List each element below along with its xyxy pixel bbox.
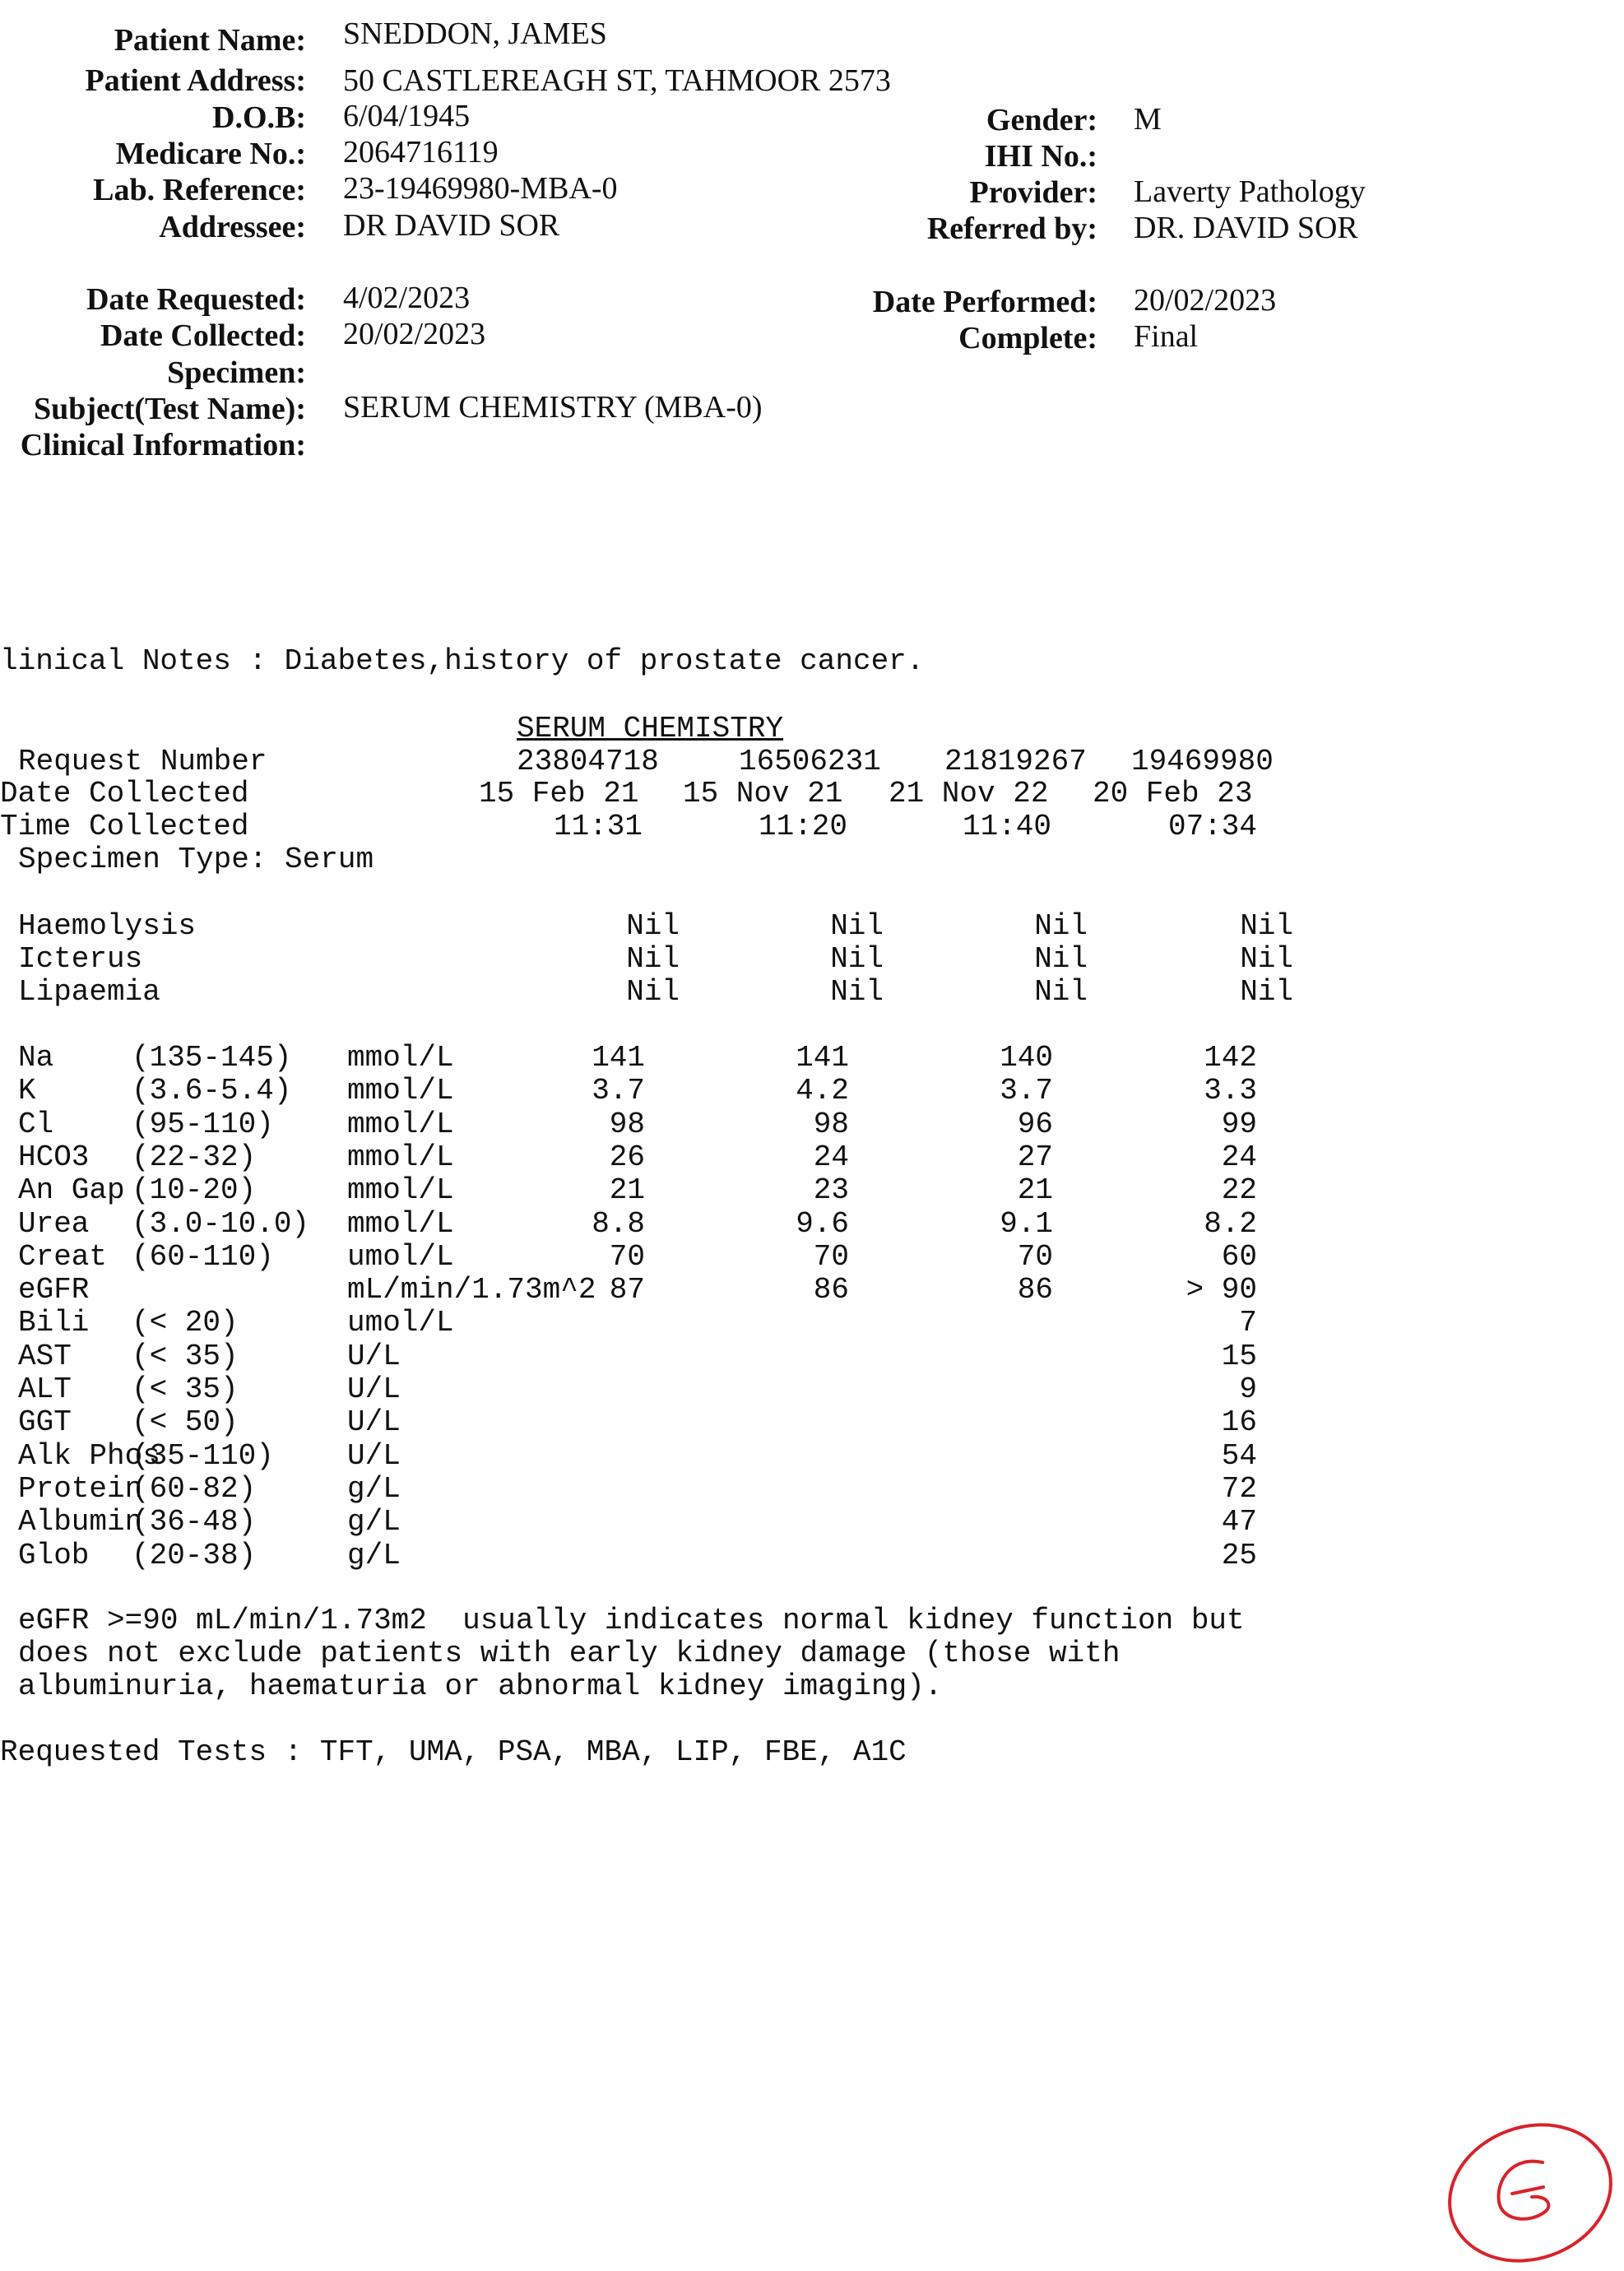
test-reference-range: (60-82)	[132, 1472, 257, 1506]
test-result-cell: 142	[1204, 1041, 1257, 1075]
collection-date: 15 Feb 21	[479, 777, 639, 810]
request-number: 21819267	[944, 745, 1087, 778]
test-result-cell: 27	[1017, 1140, 1053, 1174]
test-name: AST	[18, 1340, 72, 1373]
quality-cell: Nil	[1240, 975, 1293, 1009]
quality-cell: Nil	[1240, 942, 1293, 976]
label-date-performed: Date Performed:	[872, 285, 1097, 319]
quality-cell: Nil	[626, 975, 680, 1009]
value-date-performed: 20/02/2023	[1134, 283, 1277, 318]
test-name: ALT	[18, 1372, 72, 1406]
label-date-requested: Date Requested:	[86, 282, 306, 317]
test-reference-range: (< 35)	[132, 1372, 239, 1406]
test-result-cell: 8.8	[592, 1207, 645, 1241]
test-result-cell: 21	[1017, 1173, 1053, 1207]
test-result-cell: > 90	[1186, 1273, 1257, 1307]
quality-cell: Nil	[1034, 975, 1088, 1009]
test-unit: mmol/L	[347, 1041, 454, 1075]
label-referred-by: Referred by:	[926, 211, 1097, 246]
test-reference-range: (20-38)	[132, 1539, 257, 1572]
time-collected-label: Time Collected	[0, 810, 249, 843]
collection-time: 11:20	[759, 810, 848, 843]
test-result-cell: 7	[1239, 1306, 1257, 1340]
test-name: Urea	[18, 1207, 90, 1241]
test-unit: U/L	[347, 1340, 401, 1373]
test-result-cell: 23	[813, 1173, 849, 1207]
clinical-notes: linical Notes : Diabetes,history of prostate cancer.	[0, 644, 925, 678]
test-result-cell: 9.6	[796, 1207, 849, 1241]
test-reference-range: (10-20)	[132, 1173, 257, 1207]
test-result-cell: 4.2	[796, 1074, 849, 1108]
egfr-note-line: albuminuria, haematuria or abnormal kidney imaging).	[18, 1670, 943, 1703]
value-subject: SERUM CHEMISTRY (MBA-0)	[343, 390, 763, 425]
quality-cell: Nil	[830, 909, 884, 943]
test-unit: umol/L	[347, 1240, 454, 1274]
value-patient-address: 50 CASTLEREAGH ST, TAHMOOR 2573	[343, 63, 891, 98]
test-result-cell: 47	[1221, 1505, 1257, 1539]
test-unit: mmol/L	[347, 1140, 454, 1174]
collection-time: 07:34	[1168, 810, 1258, 843]
test-reference-range: (< 50)	[132, 1405, 239, 1439]
test-reference-range: (3.6-5.4)	[132, 1074, 292, 1108]
value-patient-name: SNEDDON, JAMES	[343, 16, 607, 51]
value-addressee: DR DAVID SOR	[343, 208, 560, 243]
test-result-cell: 140	[1000, 1041, 1053, 1075]
test-result-cell: 9	[1239, 1372, 1257, 1406]
label-lab-reference: Lab. Reference:	[93, 173, 306, 207]
value-dob: 6/04/1945	[343, 99, 471, 133]
test-result-cell: 60	[1221, 1240, 1257, 1274]
test-unit: U/L	[347, 1405, 401, 1439]
test-result-cell: 24	[1221, 1140, 1257, 1174]
collection-date: 21 Nov 22	[889, 777, 1049, 810]
test-reference-range: (< 20)	[132, 1306, 239, 1340]
quality-cell: Nil	[830, 942, 884, 976]
test-reference-range: (3.0-10.0)	[132, 1207, 310, 1241]
test-unit: mmol/L	[347, 1074, 454, 1108]
test-result-cell: 3.7	[1000, 1074, 1053, 1108]
label-gender: Gender:	[986, 103, 1097, 137]
quality-row-label: Haemolysis	[18, 909, 197, 943]
red-circle-mark	[1431, 2103, 1624, 2271]
section-title: SERUM CHEMISTRY	[517, 712, 784, 745]
quality-cell: Nil	[1034, 909, 1088, 943]
test-result-cell: 72	[1221, 1472, 1257, 1506]
test-result-cell: 26	[609, 1140, 645, 1174]
test-result-cell: 141	[796, 1041, 849, 1075]
quality-cell: Nil	[626, 942, 680, 976]
test-result-cell: 16	[1221, 1405, 1257, 1439]
handwritten-g-mark	[1499, 2162, 1549, 2219]
test-name: Alk Phos	[18, 1439, 160, 1473]
value-gender: M	[1134, 102, 1162, 137]
test-reference-range: (< 35)	[132, 1340, 239, 1373]
test-reference-range: (60-110)	[132, 1240, 274, 1274]
request-number: 16506231	[739, 745, 881, 778]
test-name: Protein	[18, 1472, 143, 1506]
label-medicare-no: Medicare No.:	[115, 137, 306, 171]
test-name: Glob	[18, 1539, 90, 1572]
collection-time: 11:31	[554, 810, 643, 843]
quality-row-label: Lipaemia	[18, 975, 160, 1009]
test-unit: mL/min/1.73m^2	[347, 1273, 596, 1307]
test-name: HCO3	[18, 1140, 90, 1174]
test-result-cell: 98	[609, 1108, 645, 1141]
test-result-cell: 9.1	[1000, 1207, 1053, 1241]
test-unit: g/L	[347, 1505, 401, 1539]
label-date-collected: Date Collected:	[100, 318, 306, 353]
egfr-note-line: eGFR >=90 mL/min/1.73m2 usually indicates normal kidney function but	[18, 1604, 1245, 1637]
test-result-cell: 15	[1221, 1340, 1257, 1373]
test-name: K	[18, 1074, 36, 1108]
collection-date: 20 Feb 23	[1093, 777, 1253, 810]
test-result-cell: 25	[1221, 1539, 1257, 1572]
request-number-label: Request Number	[18, 745, 267, 778]
test-name: Albumin	[18, 1505, 143, 1539]
label-patient-address: Patient Address:	[85, 63, 306, 98]
test-unit: U/L	[347, 1372, 401, 1406]
egfr-note-line: does not exclude patients with early kidney damage (those with	[18, 1637, 1121, 1670]
test-unit: umol/L	[347, 1306, 454, 1340]
test-result-cell: 8.2	[1204, 1207, 1257, 1241]
value-referred-by: DR. DAVID SOR	[1134, 211, 1358, 245]
value-lab-reference: 23-19469980-MBA-0	[343, 171, 618, 206]
value-date-requested: 4/02/2023	[343, 281, 471, 315]
test-result-cell: 87	[609, 1273, 645, 1307]
quality-cell: Nil	[1240, 909, 1293, 943]
request-number: 19469980	[1131, 745, 1274, 778]
test-reference-range: (35-110)	[132, 1439, 274, 1473]
test-result-cell: 3.7	[592, 1074, 645, 1108]
date-collected-label: Date Collected	[0, 777, 249, 810]
label-dob: D.O.B:	[212, 100, 306, 135]
test-result-cell: 86	[1017, 1273, 1053, 1307]
test-name: Cl	[18, 1108, 54, 1141]
test-result-cell: 96	[1017, 1108, 1053, 1141]
label-addressee: Addressee:	[159, 210, 306, 244]
test-result-cell: 3.3	[1204, 1074, 1257, 1108]
test-result-cell: 98	[813, 1108, 849, 1141]
test-unit: mmol/L	[347, 1108, 454, 1141]
test-result-cell: 70	[1017, 1240, 1053, 1274]
value-medicare-no: 2064716119	[343, 135, 499, 170]
test-name: Na	[18, 1041, 54, 1075]
label-provider: Provider:	[969, 175, 1097, 210]
test-unit: mmol/L	[347, 1207, 454, 1241]
test-reference-range: (135-145)	[132, 1041, 292, 1075]
test-unit: mmol/L	[347, 1173, 454, 1207]
collection-time: 11:40	[963, 810, 1052, 843]
label-clinical-information: Clinical Information:	[20, 428, 306, 462]
test-result-cell: 22	[1221, 1173, 1257, 1207]
request-number: 23804718	[517, 745, 659, 778]
specimen-type: Specimen Type: Serum	[18, 843, 374, 876]
test-unit: g/L	[347, 1472, 401, 1506]
test-reference-range: (22-32)	[132, 1140, 257, 1174]
label-ihi-no: IHI No.:	[984, 139, 1097, 174]
test-name: Creat	[18, 1240, 108, 1274]
quality-cell: Nil	[626, 909, 680, 943]
value-provider: Laverty Pathology	[1134, 174, 1366, 209]
label-patient-name: Patient Name:	[114, 23, 306, 58]
test-reference-range: (95-110)	[132, 1108, 274, 1141]
collection-date: 15 Nov 21	[683, 777, 843, 810]
requested-tests: Requested Tests : TFT, UMA, PSA, MBA, LIP, FBE, A1C	[0, 1735, 907, 1769]
quality-row-label: Icterus	[18, 942, 143, 976]
test-name: GGT	[18, 1405, 72, 1439]
test-unit: g/L	[347, 1539, 401, 1572]
test-result-cell: 141	[592, 1041, 645, 1075]
label-subject: Subject(Test Name):	[33, 392, 306, 426]
label-specimen: Specimen:	[167, 355, 306, 390]
test-reference-range: (36-48)	[132, 1505, 257, 1539]
test-result-cell: 99	[1221, 1108, 1257, 1141]
test-result-cell: 21	[609, 1173, 645, 1207]
value-date-collected: 20/02/2023	[343, 317, 486, 351]
value-complete: Final	[1134, 319, 1199, 354]
test-result-cell: 54	[1221, 1439, 1257, 1473]
test-name: eGFR	[18, 1273, 90, 1307]
test-result-cell: 24	[813, 1140, 849, 1174]
test-result-cell: 70	[609, 1240, 645, 1274]
test-result-cell: 70	[813, 1240, 849, 1274]
test-unit: U/L	[347, 1439, 401, 1473]
quality-cell: Nil	[1034, 942, 1088, 976]
label-complete: Complete:	[958, 321, 1097, 355]
test-name: Bili	[18, 1306, 90, 1340]
test-result-cell: 86	[813, 1273, 849, 1307]
test-name: An Gap	[18, 1173, 125, 1207]
quality-cell: Nil	[830, 975, 884, 1009]
